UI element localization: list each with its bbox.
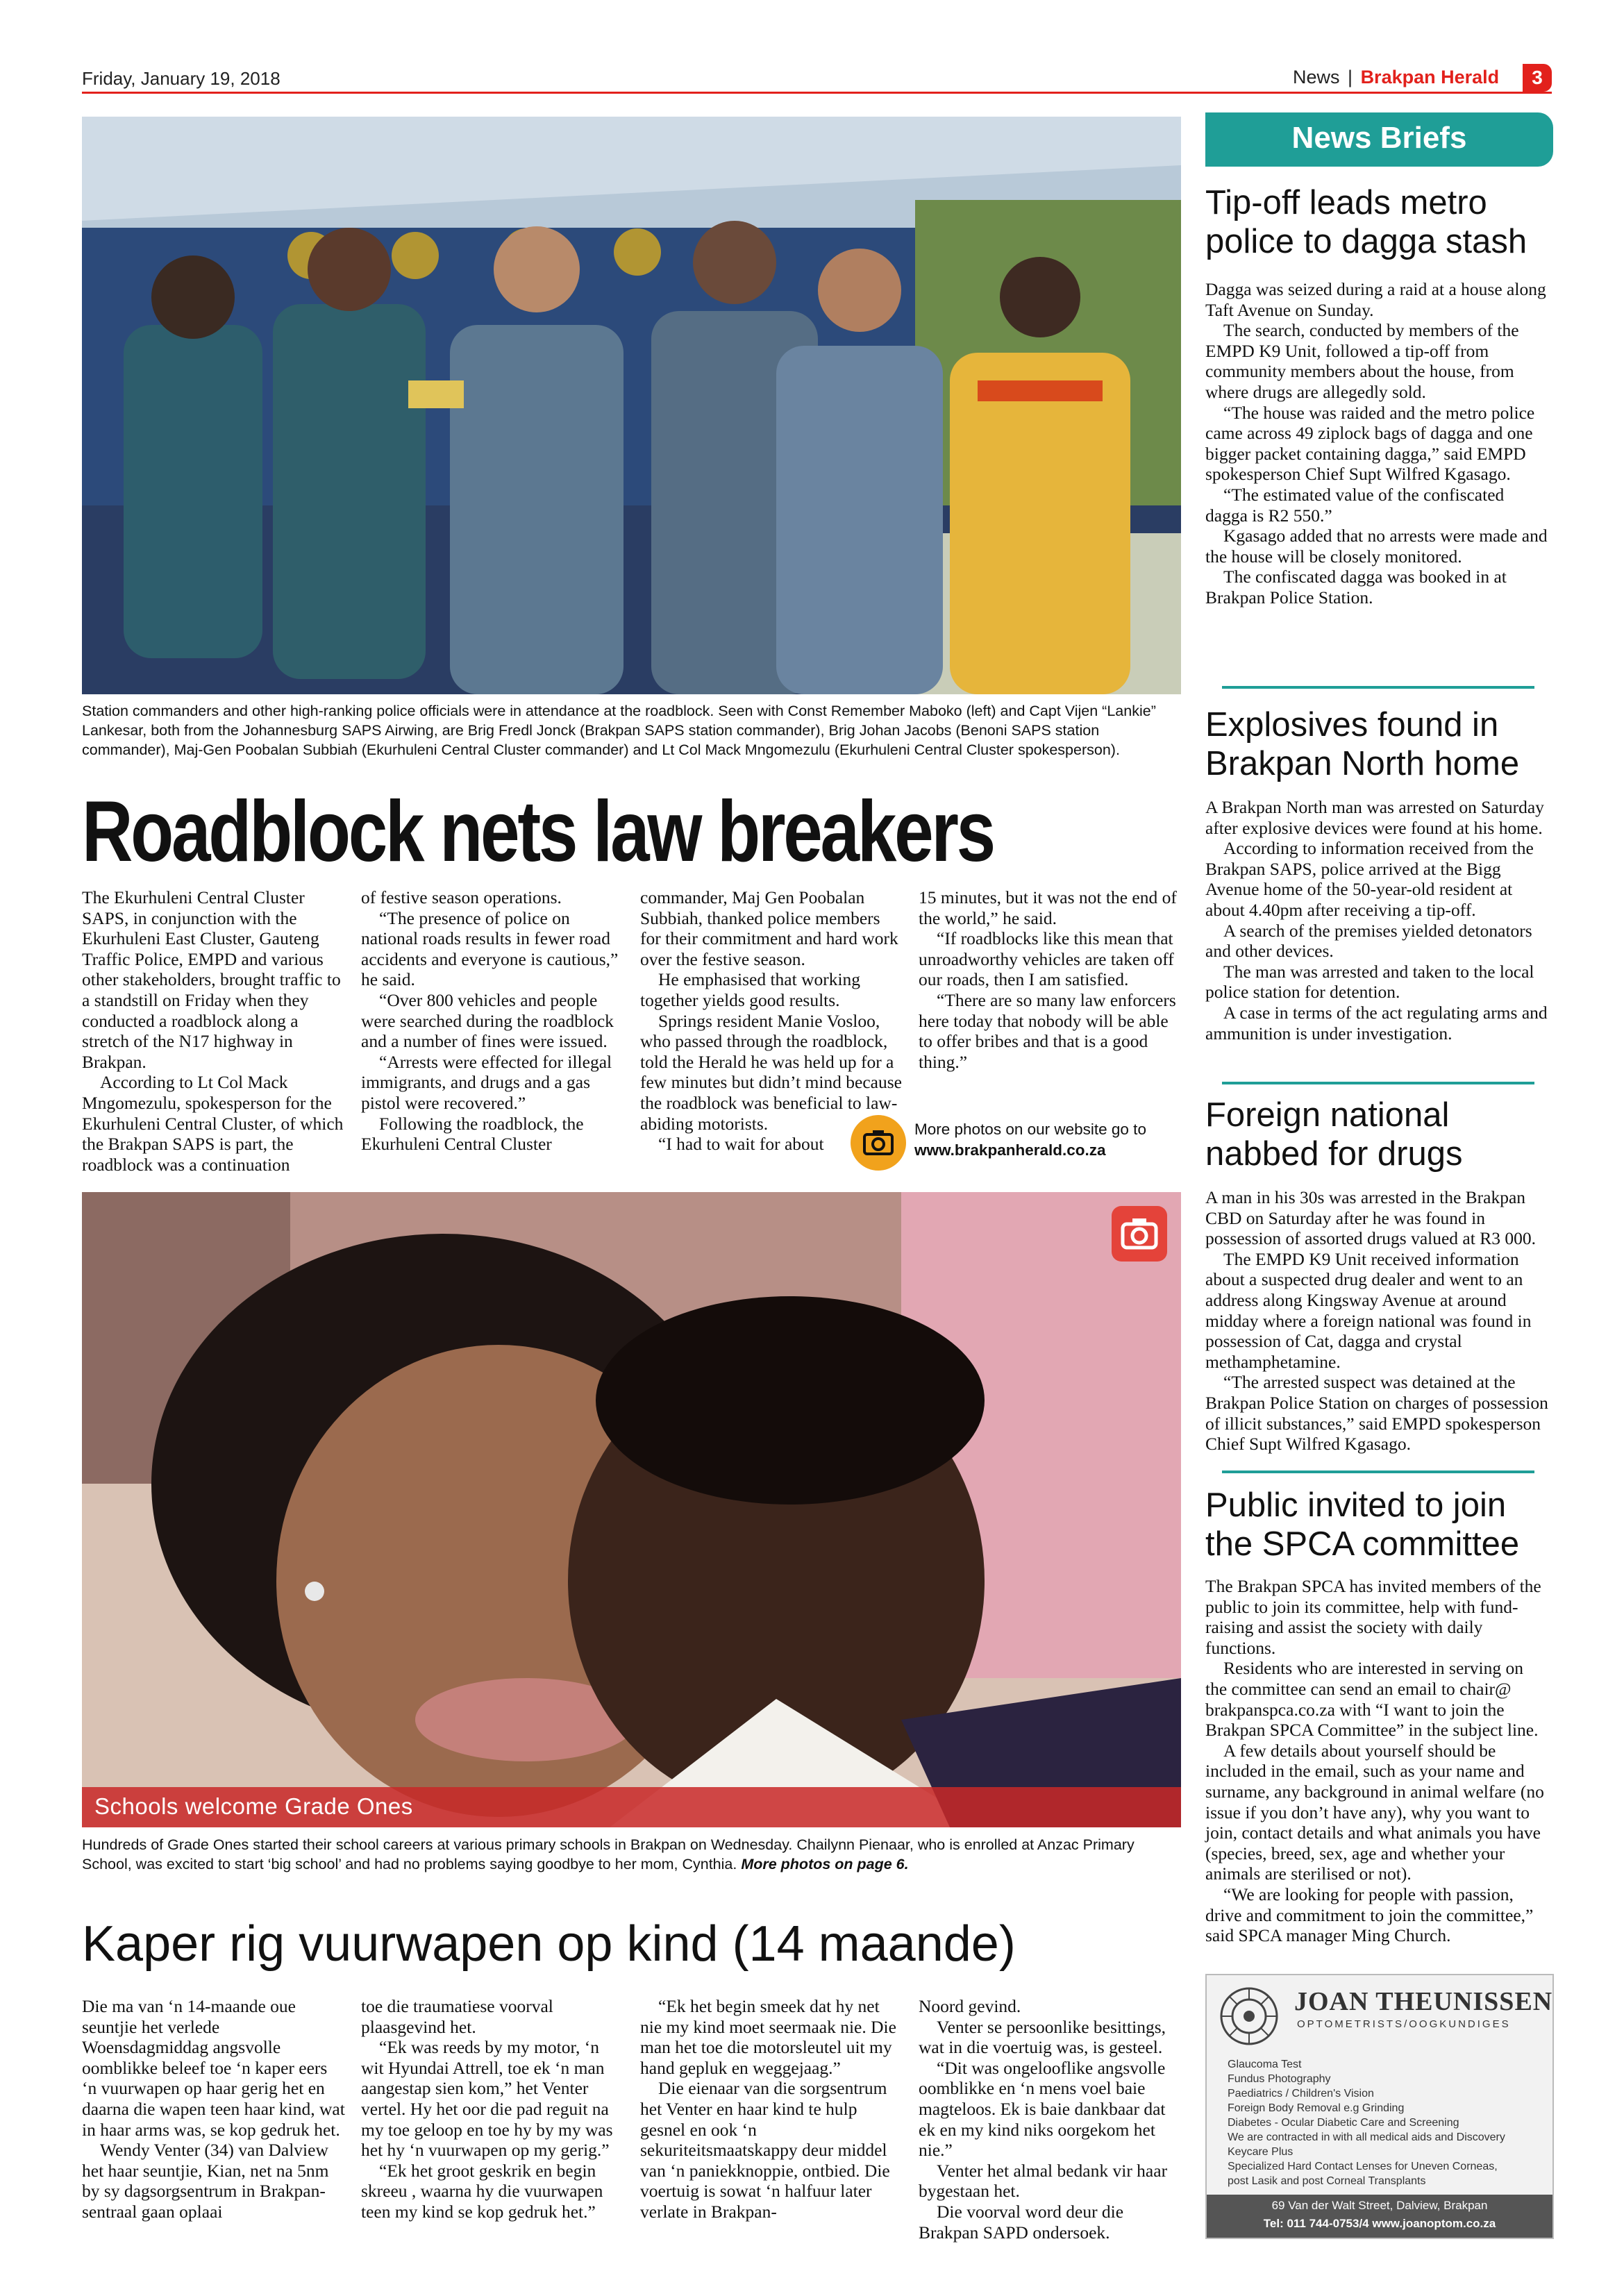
brief-4-para: The Brakpan SPCA has invited members of the public to join its committee, help with fund-raising and assist the society with daily functions. <box>1205 1576 1541 1658</box>
advert-services <box>1228 2057 1547 2188</box>
brief-1-headline-line: police to dagga stash <box>1205 223 1527 260</box>
lead-col2-para: Following the roadblock, the Ekurhuleni Central Cluster <box>361 1113 584 1155</box>
advert-subtitle: OPTOMETRISTS/OOGKUNDIGES <box>1297 2018 1511 2030</box>
lead-col4-para: 15 minutes, but it was not the end of the world,” he said. <box>919 887 1177 928</box>
kaper-col2-para: toe die traumatiese voorval plaasgevind het. <box>361 1996 553 2037</box>
kaper-column-3 <box>640 1996 904 2222</box>
brief-4-headline-line: the SPCA committee <box>1205 1525 1520 1563</box>
lead-col4-para: “If roadblocks like this mean that unroadworthy vehicles are taken off our roads, then I am satisfied. <box>919 928 1174 990</box>
lead-col2-para: “The presence of police on national roads results in fewer road accidents and everyone is cautious,” he said. <box>361 907 619 990</box>
brief-3-headline-line: nabbed for drugs <box>1205 1135 1463 1173</box>
lead-col3-para: commander, Maj Gen Poobalan Subbiah, thanked police members for their commitment and hard work over the festive season. <box>640 887 898 969</box>
grade-ones-photo <box>82 1192 1181 1827</box>
advert-service: We are contracted in with all medical aids and Discovery <box>1228 2131 1505 2143</box>
brief-3-headline <box>1205 1096 1552 1173</box>
brief-2-para: A case in terms of the act regulating arms and ammunition is under investigation. <box>1205 1002 1548 1044</box>
brief-1-body <box>1205 279 1549 608</box>
brief-4-para: A few details about yourself should be included in the email, such as your name and surname, any background in animal welfare (no issue if you don’t have any), why you want to join, contact details and what animals you have (species, breed, sex, age and whether your animals are sterilised or not). <box>1205 1740 1544 1884</box>
brief-1-para: The search, conducted by members of the EMPD K9 Unit, followed a tip-off from community members about the house, from where drugs are allegedly sold. <box>1205 320 1519 402</box>
kaper-col2-para: “Ek het groot geskrik en begin skreeu , waarna hy die vuurwapen teen my kind se kop gedruk het.” <box>361 2160 603 2222</box>
brief-2-para: The man was arrested and taken to the local police station for detention. <box>1205 961 1534 1003</box>
brief-divider <box>1222 686 1534 689</box>
more-photos-box[interactable] <box>851 1114 1184 1172</box>
brief-2-headline <box>1205 705 1552 783</box>
brief-4-para: “We are looking for people with passion, drive and commitment to join the committee,” said SPCA manager Ming Church. <box>1205 1884 1534 1946</box>
grade-ones-caption-text: Hundreds of Grade Ones started their school careers at various primary schools in Brakpan on Wednesday. Chailynn Pienaar, who is enrolled at Anzac Primary School, was excited to start ‘big school’ and had no problems saying goodbye to her mom, Cynthia. <box>82 1836 1135 1872</box>
brief-4-body <box>1205 1576 1549 1946</box>
header-date: Friday, January 19, 2018 <box>82 68 281 89</box>
kaper-col4-para: “Dit was ongelooflike angsvolle oomblikke en ‘n mens voel baie magteloos. Ek is baie dankbaar dat ek en my kind niks oorgekom het nie.” <box>919 2057 1166 2161</box>
advert-service: Paediatrics / Children's Vision <box>1228 2088 1374 2100</box>
advert-contact: Tel: 011 744-0753/4 www.joanoptom.co.za <box>1263 2217 1496 2230</box>
lead-headline: Roadblock nets law breakers <box>82 784 994 880</box>
lead-col1-para: According to Lt Col Mack Mngomezulu, spokesperson for the Ekurhuleni Central Cluster, of which the Brakpan SAPS is part, the roadblock was a continuation <box>82 1072 344 1175</box>
photo-band-label: Schools welcome Grade Ones <box>94 1793 413 1819</box>
brief-1-para: “The estimated value of the confiscated dagga is R2 550.” <box>1205 484 1505 526</box>
more-photos-url[interactable]: www.brakpanherald.co.za <box>914 1141 1106 1159</box>
advert-logo-icon <box>1218 1985 1280 2047</box>
kaper-col2-para: “Ek was reeds by my motor, ‘n wit Hyundai Attrell, toe ek ‘n man aangestap sien kom,” het Venter vertel. Hy het oor die pad reguit na my toe geloop en toe hy by my was het hy ‘n vuurwapen op my gerig.” <box>361 2037 613 2161</box>
brief-4-headline <box>1205 1486 1552 1564</box>
advert-address: 69 Van der Walt Street, Dalview, Brakpan <box>1271 2199 1488 2212</box>
advert-name: JOAN THEUNISSEN <box>1294 1987 1553 2016</box>
kaper-column-2 <box>361 1996 625 2222</box>
advert-service: Diabetes - Ocular Diabetic Care and Screening <box>1228 2117 1459 2129</box>
brief-4-headline-line: Public invited to join <box>1205 1486 1507 1524</box>
lead-column-2 <box>361 887 625 1155</box>
kaper-col4-para: Noord gevind. <box>919 1996 1021 2016</box>
advert-service: Glaucoma Test <box>1228 2059 1302 2070</box>
grade-ones-photo-illustration <box>82 1192 1181 1827</box>
kaper-col4-para: Venter het almal bedank vir haar bygestaan het. <box>919 2160 1168 2202</box>
news-briefs-banner <box>1205 112 1553 167</box>
lead-col2-para: “Arrests were effected for illegal immigrants, and drugs and a gas pistol were recovered.” <box>361 1051 612 1113</box>
brief-3-para: A man in his 30s was arrested in the Brakpan CBD on Saturday after he was found in possession of assorted drugs valued at R3 000. <box>1205 1187 1536 1249</box>
kaper-col1-para: Wendy Venter (34) van Dalview het haar seuntjie, Kian, net na 5nm by sy dagsorgsentrum in Brakpan-sentraal gaan oplaai <box>82 2140 329 2222</box>
brief-2-body <box>1205 797 1549 1044</box>
brief-3-para: “The arrested suspect was detained at the Brakpan Police Station on charges of possession of illicit substances,” said EMPD spokesperson Chief Supt Wilfred Kgasago. <box>1205 1372 1548 1455</box>
kaper-col3-para: Die eienaar van die sorgsentrum het Venter en haar kind te hulp gesnel en ook ‘n sekuriteitsmaatskappy deur middel van ‘n paniekknoppie, ontbied. Die voertuig is sowat ‘n halfuur later verlate in Brakpan- <box>640 2078 890 2222</box>
brief-divider <box>1222 1470 1534 1473</box>
header-section <box>1293 67 1499 88</box>
advert-service: Specialized Hard Contact Lenses for Uneven Corneas, <box>1228 2161 1498 2172</box>
lead-col3-para: He emphasised that working together yields good results. <box>640 969 861 1010</box>
optometrist-advert <box>1205 1974 1554 2239</box>
kaper-col3-para: “Ek het begin smeek dat hy net nie my kind moet seermaak nie. Die man het toe die motorsleutel uit my hand gepluk en weggejaag.” <box>640 1996 896 2078</box>
brief-3-headline-line: Foreign national <box>1205 1096 1450 1134</box>
advert-footer <box>1207 2195 1552 2238</box>
brief-1-headline <box>1205 183 1552 261</box>
camera-icon <box>851 1115 906 1171</box>
lead-col3-para: Springs resident Manie Vosloo, who passed through the roadblock, told the Herald he was held up for a few minutes but didn’t mind because the roadblock was beneficial to law-abiding motorists. <box>640 1010 902 1134</box>
grade-ones-caption <box>82 1835 1181 1874</box>
kaper-col4-para: Die voorval word deur die Brakpan SAPD ondersoek. <box>919 2201 1124 2243</box>
grade-ones-caption-more: More photos on page 6. <box>741 1856 909 1872</box>
advert-service: Fundus Photography <box>1228 2073 1331 2085</box>
lead-col2-para: “Over 800 vehicles and people were searched during the roadblock and a number of fines were issued. <box>361 989 614 1052</box>
lead-col4-para: “There are so many law enforcers here today that nobody will be able to offer bribes and that is a good thing.” <box>919 989 1176 1072</box>
brief-1-para: “The house was raided and the metro police came across 49 ziplock bags of dagga and one bigger packet containing dagga,” said EMPD spokesperson Chief Supt Wilfred Kgasago. <box>1205 402 1535 485</box>
header-rule <box>82 92 1552 94</box>
lead-col1-para: The Ekurhuleni Central Cluster SAPS, in conjunction with the Ekurhuleni East Cluster, Gauteng Traffic Police, EMPD and various other stakeholders, brought traffic to a standstill on Friday when they conducted a roadblock along a stretch of the N17 highway in Brakpan. <box>82 887 341 1072</box>
header-separator: | <box>1348 67 1353 87</box>
brief-2-para: A search of the premises yielded detonators and other devices. <box>1205 920 1532 962</box>
page-number-tab <box>1523 64 1552 92</box>
police-photo-illustration <box>82 117 1181 694</box>
advert-service: Keycare Plus <box>1228 2146 1294 2158</box>
brief-2-headline-line: Explosives found in <box>1205 706 1499 744</box>
kaper-column-1 <box>82 1996 346 2222</box>
police-roadblock-photo <box>82 117 1181 694</box>
brief-1-para: The confiscated dagga was booked in at Brakpan Police Station. <box>1205 567 1507 607</box>
lead-column-4 <box>919 887 1182 1072</box>
kaper-col4-para: Venter se persoonlike besittings, wat in die voertuig was, is gesteel. <box>919 2016 1166 2058</box>
lead-column-1 <box>82 887 346 1175</box>
gallery-camera-icon[interactable] <box>1112 1206 1167 1262</box>
lead-col3-para: “I had to wait for about <box>658 1134 824 1155</box>
brief-1-para: Dagga was seized during a raid at a house along Taft Avenue on Sunday. <box>1205 279 1546 320</box>
kaper-headline: Kaper rig vuurwapen op kind (14 maande) <box>82 1916 1016 1972</box>
kaper-col1-para: Die ma van ‘n 14-maande oue seuntjie het verlede Woensdagmiddag angsvolle oomblikke beleef toe ‘n kaper eers ‘n vuurwapen op haar gerig het en daarna die wapen teen haar kind, wat in haar arms was, se kop gedruk het. <box>82 1996 345 2140</box>
brief-4-para: Residents who are interested in serving on the committee can send an email to chair@ brakpanspca.co.za with “I want to join the Brakpan SPCA Committee” in the subject line. <box>1205 1658 1539 1741</box>
header-section-label: News <box>1293 67 1340 87</box>
lead-col2-para: of festive season operations. <box>361 887 562 907</box>
kaper-column-4 <box>919 1996 1182 2243</box>
header-paper-name: Brakpan Herald <box>1360 67 1500 87</box>
advert-service: Foreign Body Removal e.g Grinding <box>1228 2102 1405 2114</box>
more-photos-text: More photos on our website go to <box>914 1121 1146 1138</box>
advert-service: post Lasik and post Corneal Transplants <box>1228 2175 1426 2187</box>
brief-divider <box>1222 1082 1534 1084</box>
page-number: 3 <box>1532 67 1543 88</box>
brief-2-para: A Brakpan North man was arrested on Saturday after explosive devices were found at his home. <box>1205 797 1544 838</box>
brief-2-headline-line: Brakpan North home <box>1205 745 1520 782</box>
brief-1-para: Kgasago added that no arrests were made and the house will be closely monitored. <box>1205 526 1548 567</box>
brief-3-para: The EMPD K9 Unit received information about a suspected drug dealer and went to an address along Kingsway Avenue at around midday where a foreign national was found in possession of Cat, dagga and crystal methamphetamine. <box>1205 1248 1532 1372</box>
brief-3-body <box>1205 1187 1549 1455</box>
brief-2-para: According to information received from the Brakpan SAPS, police arrived at the Bigg Avenue home of the 50-year-old resident at about 4.40pm after receiving a tip-off. <box>1205 838 1534 920</box>
news-briefs-title: News Briefs <box>1291 121 1467 155</box>
photo-band <box>82 1787 1181 1827</box>
brief-1-headline-line: Tip-off leads metro <box>1205 184 1487 221</box>
police-photo-caption: Station commanders and other high-ranking police officials were in attendance at the roadblock. Seen with Const Remember Maboko (left) and Capt Vijen “Lankie” Lankesar, both from the Johannesburg SAPS Airwing, are Brig Fredl Jonck (Brakpan SAPS station commander), Brig Johan Jacobs (Benoni SAPS station commander), Maj-Gen Poobalan Subbiah (Ekurhuleni Central Cluster commander) and Lt Col Mack Mngomezulu (Ekurhuleni Central Cluster spokesperson). <box>82 703 1156 758</box>
